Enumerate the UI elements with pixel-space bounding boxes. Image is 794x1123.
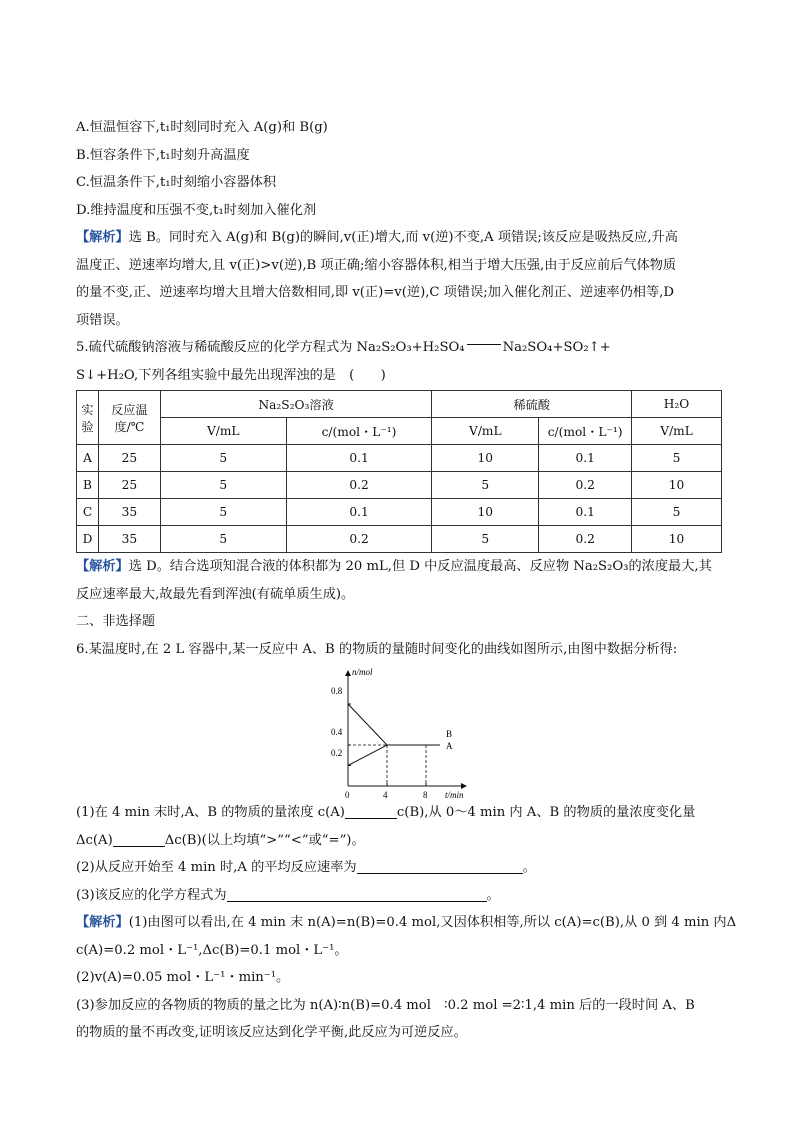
header-v: V/mL (160, 418, 286, 445)
equation-equals-line (467, 335, 501, 345)
option-c: C.恒温条件下,t₁时刻缩小容器体积 (76, 175, 277, 190)
q6-part2: (2)从反应开始至 4 min 时,A 的平均反应速率为 。 (76, 860, 536, 875)
x-axis-label: t/min (445, 790, 464, 800)
header-na2s2o3: Na₂S₂O₃溶液 (160, 391, 432, 418)
y-tick-label: 0.2 (331, 748, 343, 758)
q6-analysis-line-3: (2)v(A)=0.05 mol・L⁻¹・min⁻¹。 (76, 970, 290, 985)
y-tick-label: 0.4 (331, 727, 343, 737)
header-c: c/(mol・L⁻¹) (539, 418, 632, 445)
x-tick-label: 4 (383, 790, 388, 800)
q4-analysis-line-4: 项错误。 (76, 312, 129, 328)
q6-analysis-line-1: 【解析】(1)由图可以看出,在 4 min 末 n(A)=n(B)=0.4 mol,又因体积相等,所以 c(A)=c(B),从 0 到 4 min 内Δ (76, 915, 737, 930)
experiment-table (76, 390, 722, 553)
table-row: A 25 5 0.1 10 0.1 5 (77, 445, 722, 472)
option-d: D.维持温度和压强不变,t₁时刻加入催化剂 (76, 202, 317, 218)
q6-analysis-line-5: 的物质的量不再改变,证明该反应达到化学平衡,此反应为可逆反应。 (76, 1025, 467, 1040)
y-tick-label: 0.8 (331, 686, 343, 696)
table-row: D 35 5 0.2 5 0.2 10 (77, 526, 722, 553)
q5-analysis-line-1: 【解析】选 D。结合选项知混合液的体积都为 20 mL,但 D 中反应温度最高、反应物 Na₂S₂O₃的浓度最大,其 (76, 559, 712, 574)
series-line-a (348, 704, 426, 745)
analysis-tag: 【解析】 (76, 559, 129, 574)
q6-analysis-line-2: c(A)=0.2 mol・L⁻¹,Δc(B)=0.1 mol・L⁻¹。 (76, 942, 348, 958)
table-header-row-2 (77, 418, 722, 445)
document-page (76, 114, 737, 1047)
table-row: C 35 5 0.1 10 0.1 5 (77, 499, 722, 526)
y-axis-label: n/mol (352, 667, 373, 677)
q6-stem: 6.某温度时,在 2 L 容器中,某一反应中 A、B 的物质的量随时间变化的曲线如图所示,由图中数据分析得: (76, 641, 678, 657)
x-tick-label: 8 (423, 790, 428, 800)
option-a: A.恒温恒容下,t₁时刻同时充入 A(g)和 B(g) (76, 120, 328, 135)
chart-svg (312, 665, 552, 800)
mole-time-graph (76, 665, 722, 800)
series-label-b: B (446, 729, 453, 739)
table-header-row-1 (77, 391, 722, 418)
analysis-tag: 【解析】 (76, 230, 129, 245)
series-label-a: A (446, 741, 453, 751)
q5-stem-line-1: 5.硫代硫酸钠溶液与稀硫酸反应的化学方程式为 Na₂S₂O₃+H₂SO₄ Na₂SO₄+SO₂↑+ (76, 334, 722, 362)
q5-analysis-line-2: 反应速率最大,故最先看到浑浊(有硫单质生成)。 (76, 586, 355, 602)
header-exp: 实 验 (77, 391, 99, 445)
answer-blank[interactable] (113, 831, 165, 847)
q6-part3: (3)该反应的化学方程式为 。 (76, 887, 500, 903)
header-v: V/mL (432, 418, 539, 445)
answer-blank[interactable] (345, 803, 397, 819)
table-row: B 25 5 0.2 5 0.2 10 (77, 472, 722, 499)
answer-blank[interactable] (227, 886, 487, 902)
x-tick-label: 0 (345, 790, 350, 800)
header-c: c/(mol・L⁻¹) (286, 418, 432, 445)
q4-analysis-line-1: 【解析】选 B。同时充入 A(g)和 B(g)的瞬间,v(正)增大,而 v(逆)不变,A 项错误;该反应是吸热反应,升高 (76, 230, 678, 245)
q6-part1-line-1: (1)在 4 min 末时,A、B 的物质的量浓度 c(A) c(B),从 0～4 min 内 A、B 的物质的量浓度变化量 (76, 805, 696, 820)
q5-stem-line-2: S↓+H₂O,下列各组实验中最先出现浑浊的是 ( ) (76, 367, 386, 383)
analysis-tag: 【解析】 (76, 915, 129, 930)
q4-analysis-line-3: 的量不变,正、逆速率均增大且增大倍数相同,即 v(正)=v(逆),C 项错误;加入催化剂正、逆速率仍相等,D (76, 285, 674, 300)
answer-blank[interactable] (357, 858, 523, 874)
header-v: V/mL (632, 418, 722, 445)
option-b: B.恒容条件下,t₁时刻升高温度 (76, 147, 250, 163)
q6-analysis-line-4: (3)参加反应的各物质的物质的量之比为 n(A)∶n(B)=0.4 mol ∶0.2 mol =2∶1,4 min 后的一段时间 A、B (76, 997, 695, 1013)
q6-part1-line-2: Δc(A) Δc(B)(以上均填“>”“<”或“=”)。 (76, 832, 365, 848)
q4-analysis-line-2: 温度正、逆速率均增大,且 v(正)>v(逆),B 项正确;缩小容器体积,相当于增大压强,由于反应前后气体物质 (76, 257, 677, 273)
header-temp: 反应温 度/℃ (98, 391, 160, 445)
section-title: 二、非选择题 (76, 614, 156, 629)
header-water: H₂O (632, 391, 722, 418)
header-acid: 稀硫酸 (432, 391, 632, 418)
